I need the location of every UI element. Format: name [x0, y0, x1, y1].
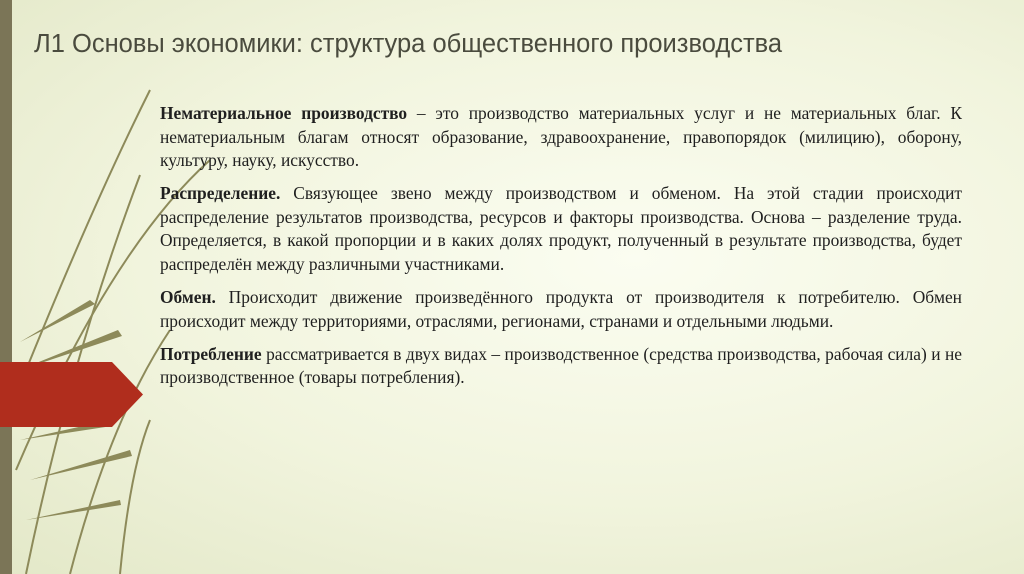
paragraph-nonmaterial-production [160, 102, 962, 173]
slide-title: Л1 Основы экономики: структура общественного производства [34, 30, 783, 58]
text-exchange: Происходит движение произведённого продукта от производителя к потребителю. Обмен происходит между территориями, отраслями, регионами, странами и отдельными людьми. [160, 287, 962, 331]
accent-arrow-shape [0, 362, 143, 427]
text-nonmaterial-production: – это производство материальных услуг и не материальных благ. К нематериальным благам относят образование, здравоохранение, правопорядок (милицию), оборону, культуру, науку, искусство. [160, 103, 962, 171]
decor-curve-5 [120, 420, 150, 574]
decor-wedge-2 [20, 300, 95, 342]
term-distribution: Распределение. [160, 183, 281, 204]
text-consumption: рассматривается в двух видах – производственное (средства производства, рабочая сила) и не производственное (товары потребления). [160, 343, 962, 388]
paragraph-distribution [160, 182, 962, 276]
decor-curve-1 [14, 90, 150, 400]
paragraph-exchange [160, 286, 962, 333]
term-nonmaterial-production: Нематериальное производство [160, 103, 408, 123]
term-exchange: Обмен. [160, 287, 216, 308]
paragraph-consumption [160, 343, 962, 390]
slide-body [160, 102, 962, 400]
decor-wedge-4 [30, 450, 132, 480]
term-consumption: Потребление [160, 343, 262, 364]
text-distribution: Связующее звено между производством и обменом. На этой стадии происходит распределение результатов производства, ресурсов и факторы производства. Основа – разделение труда. Определяется, в какой пропорции и в каких долях продукт, полученный в результате производства, будет распределён между различными участниками. [160, 183, 962, 275]
